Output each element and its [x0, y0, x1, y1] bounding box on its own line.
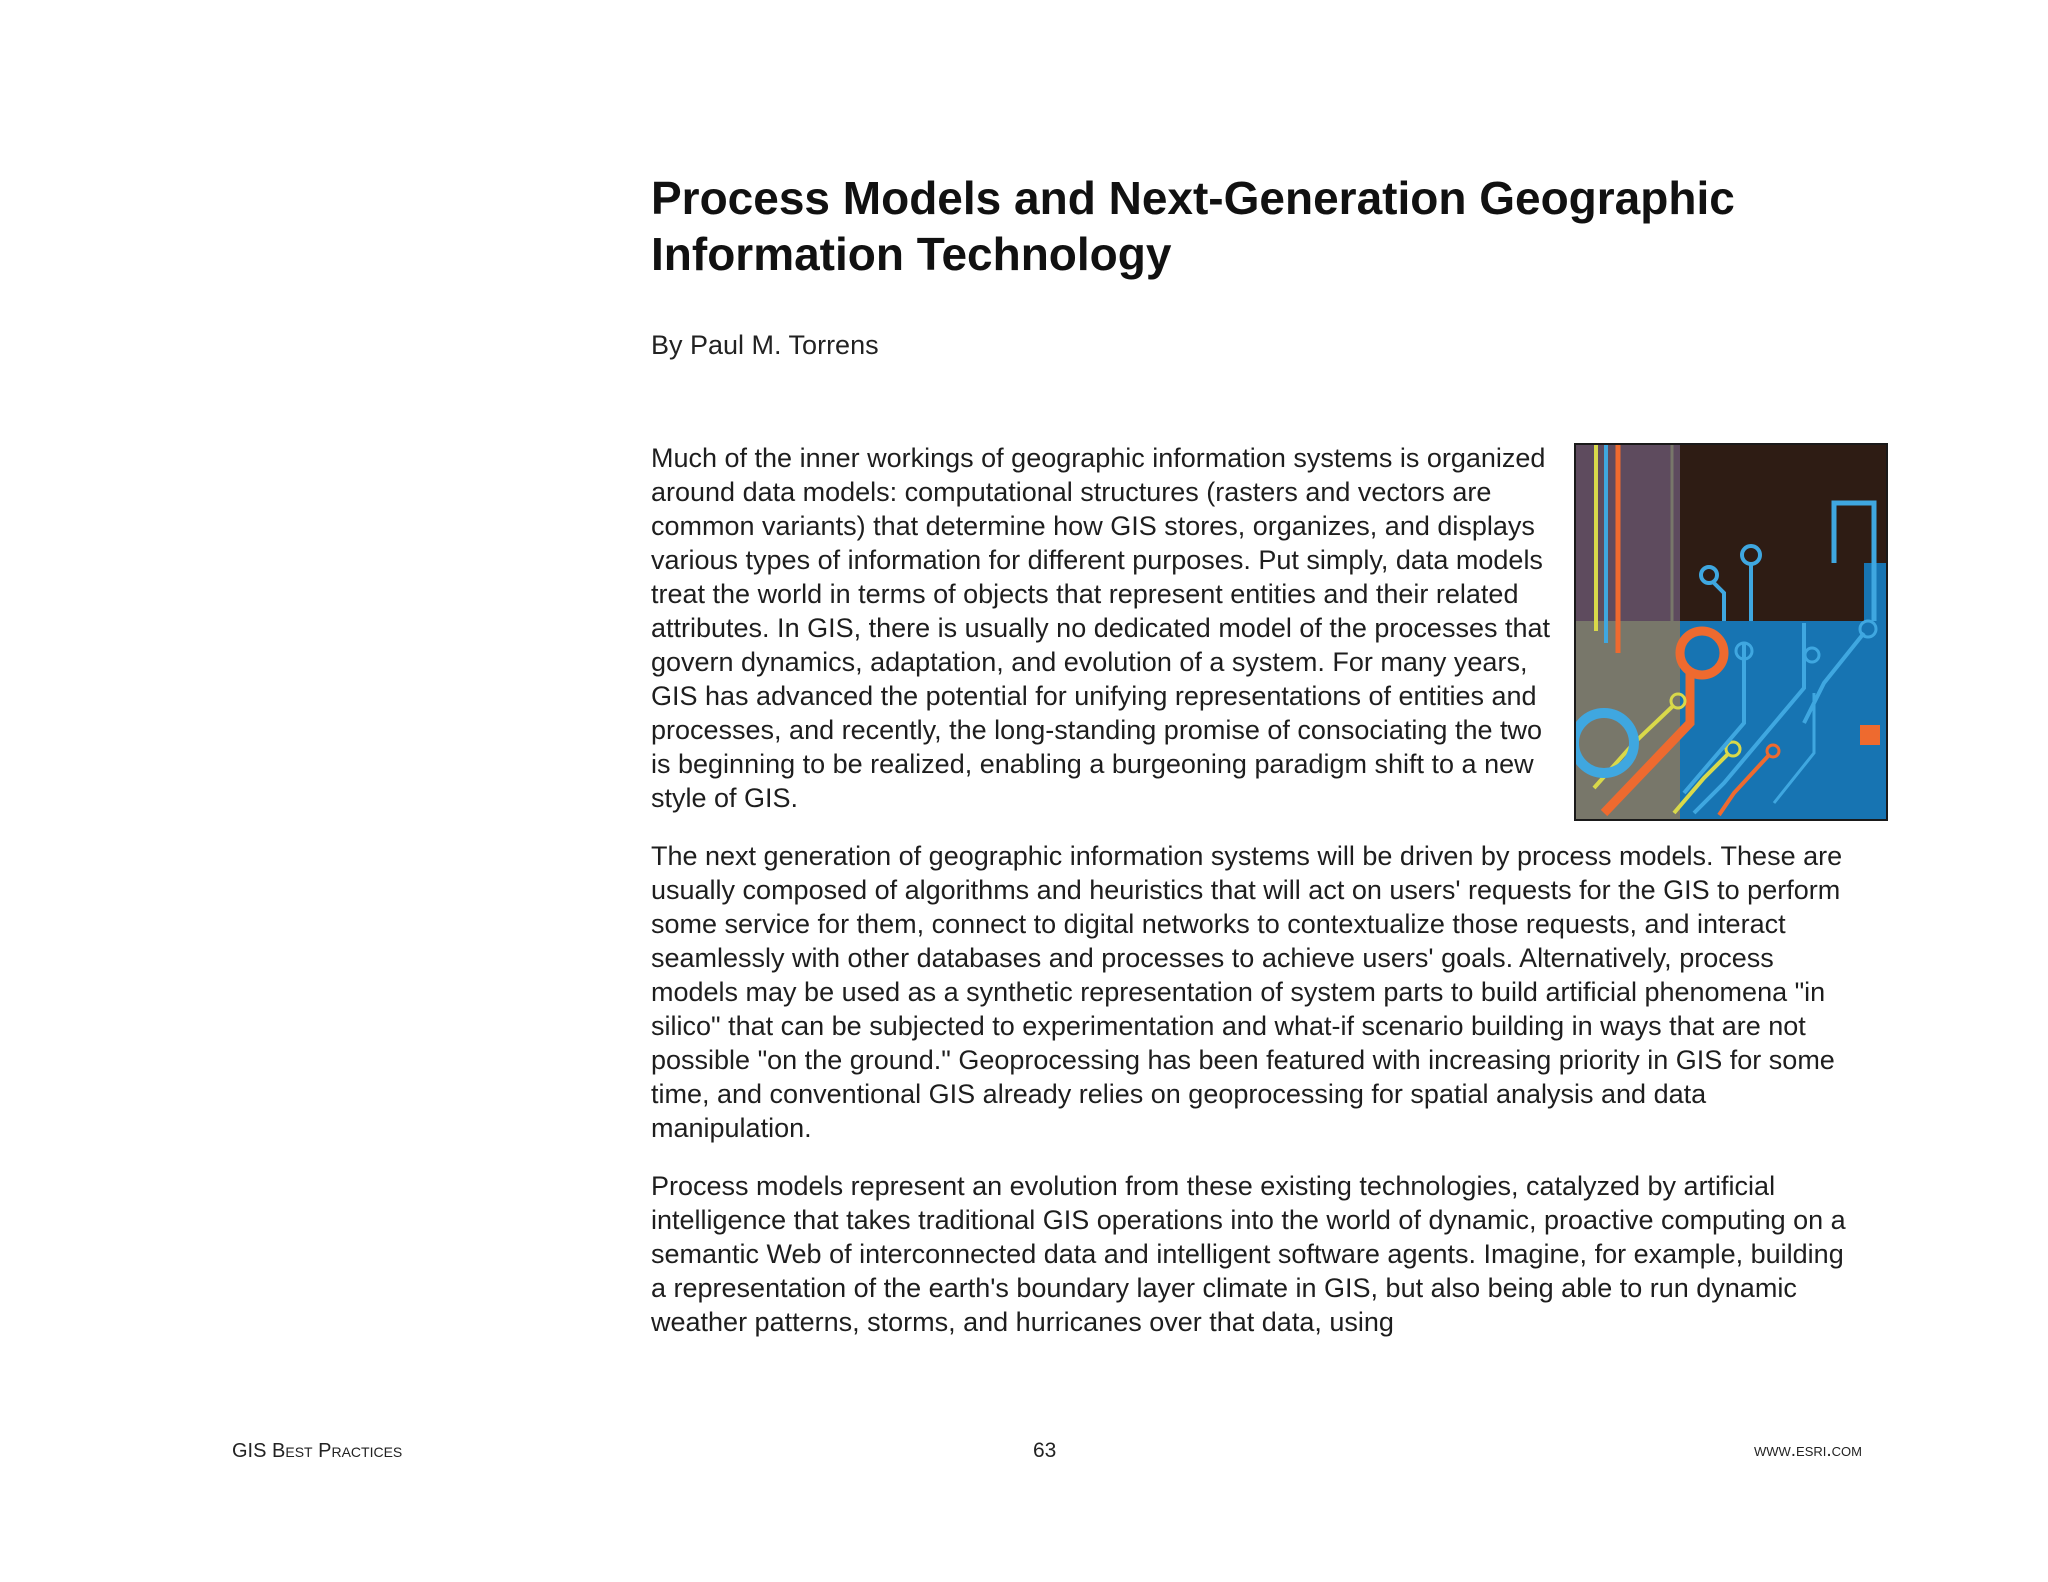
article-byline: By Paul M. Torrens: [651, 330, 879, 360]
article-paragraph: Process models represent an evolution from these existing technologies, catalyzed by artificial intelligence that takes traditional GIS operations into the world of dynamic, proactive computing on a semantic Web of interconnected data and intelligent software agents. Imagine, for example, building a representation of the earth's boundary layer climate in GIS, but also being able to run dynamic weather patterns, storms, and hurricanes over that data, using: [651, 1171, 1846, 1337]
article-paragraph: The next generation of geographic information systems will be driven by process models. These are usually composed of algorithms and heuristics that will act on users' requests for the GIS to perform some service for them, connect to digital networks to contextualize those requests, and interact seamlessly with other databases and processes to achieve users' goals. Alternatively, process models may be used as a synthetic representation of system parts to build artificial phenomena "in silico" that can be subjected to experimentation and what-if scenario building in ways that are not possible "on the ground." Geoprocessing has been featured with increasing priority in GIS for some time, and conventional GIS already relies on geoprocessing for spatial analysis and data manipulation.: [651, 841, 1843, 1143]
article-paragraph: Much of the inner workings of geographic information systems is organized around data models: computational structures (rasters and vectors are common variants) that determine how GIS stores, organizes, and displays various types of information for different purposes. Put simply, data models treat the world in terms of objects that represent entities and their related attributes. In GIS, there is usually no dedicated model of the processes that govern dynamics, adaptation, and evolution of a system. For many years, GIS has advanced the potential for unifying representations of entities and processes, and recently, the long-standing promise of consociating the two is beginning to be realized, enabling a burgeoning paradigm shift to a new style of GIS.: [651, 443, 1551, 813]
circuit-board-illustration: [1574, 443, 1888, 821]
article-title: Process Models and Next-Generation Geographic Information Technology: [651, 172, 1735, 280]
footer-website: www.esri.com: [1753, 1440, 1862, 1461]
article-body: [651, 441, 1863, 1363]
footer-publication-name: GIS Best Practices: [232, 1440, 403, 1462]
footer-page-number: 63: [1033, 1439, 1057, 1462]
